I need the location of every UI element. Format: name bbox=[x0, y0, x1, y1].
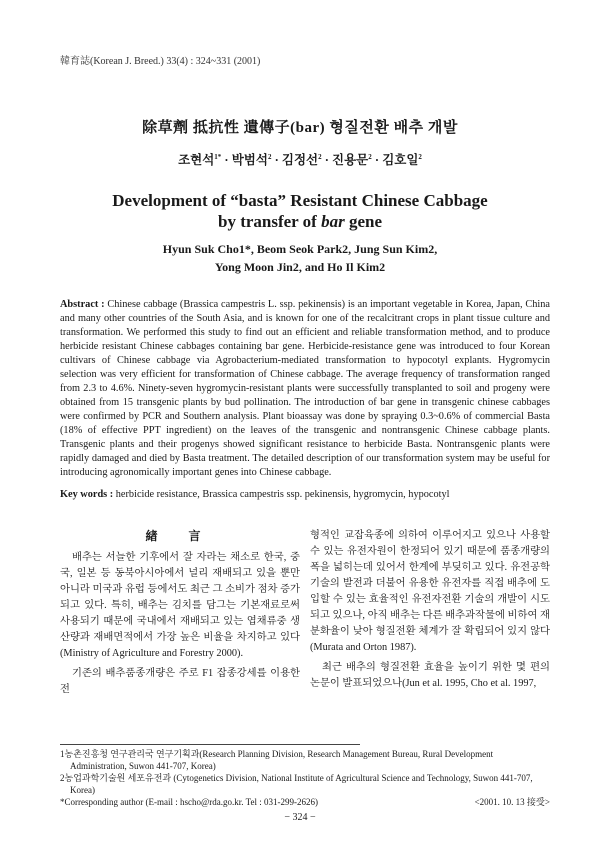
right-column bbox=[310, 528, 550, 692]
footnotes bbox=[60, 748, 550, 808]
paragraph: 최근 배추의 형질전환 효율을 높이기 위한 몇 편의 논문이 발표되었으나(Jun et al. 1995, Cho et al. 1997, bbox=[310, 662, 550, 689]
kr-author: 김호일 bbox=[382, 153, 419, 167]
english-title-line1: Development of “basta” Resistant Chinese Cabbage bbox=[112, 191, 488, 210]
abstract-text: Chinese cabbage (Brassica campestris L. ssp. pekinensis) is an important vegetable in Korea, Japan, China and many other countries of the South Asia, and is known for one of the recalcitrant crops in plant tissue culture and transformation. We performed this study to find out an efficient and reliable transformation method, and to produce herbicide resistant Chinese cabbages containing bar gene. Herbicide-resistance gene was introduced to four Korean cultivars of Chinese cabbage via Agrobacterium-mediated transformation to hypocotyl explants. Hygromycin selection was very efficient for transformation of Chinese cabbage. The average frequency of transformation ranged from 2.3 to 4.6%. Ninety-seven hygromycin-resistant plants were successfully transplanted to soil and progeny were obtained from 15 transgenic plants by bud pollination. The introduction of bar gene in transgenic chinese cabbages were confirmed by PCR and Southern analysis. Plant bioassay was done by spraying 0.3~0.6% of commercial Basta (18% of effective PPT ingredient) on the leaves of the transgenic and nontransgenic Chinese cabbage plants. Transgenic plants and their progenys showed significant resistance to herbicide Basta. Nontransgenic plants were rapidly damaged and died by Basta treatment. The detailed description of our transformation system may be useful for introducing agronomically important genes into Chinese cabbage. bbox=[60, 299, 550, 478]
footnote: 2농업과학기술원 세포유전과 (Cytogenetics Division, National Institute of Agricultural Science and Technology, Suwon 441-707, Korea) bbox=[60, 773, 533, 795]
korean-authors: 조현석$^{1*}$ · 박범석$^2$ · 김정선$^2$ · 진용문$^2$ · 김호일$^2$ bbox=[178, 152, 422, 167]
english-authors-line2: Yong Moon Jin2, and Ho Il Kim2 bbox=[214, 260, 386, 274]
english-authors bbox=[0, 240, 600, 276]
keywords-label: Key words : bbox=[60, 489, 114, 500]
left-column bbox=[60, 528, 300, 698]
paragraph: 형적인 교잡육종에 의하여 이루어지고 있으나 사용할 수 있는 유전자원이 한정되어 있기 때문에 품종개량의 폭을 넓히는데 있어서 한계에 부딪히고 있다. 유전공학 기술의 발전과 더불어 유용한 유전자를 직접 배추에 도입할 수 있는 효율적인 유전자전환 기술의 개발이 시도되고 있으나, 아직 배추는 다른 배추과작물에 비하여 재분화율이 낮아 형질전환 체계가 잘 확립되어 있지 않다(Murata and Orton 1987). bbox=[310, 530, 550, 653]
english-title-line2: by transfer of bar gene bbox=[217, 212, 382, 231]
english-title bbox=[0, 190, 600, 232]
korean-title: 除草劑 抵抗性 遺傳子(bar) 형질전환 배추 개발 bbox=[142, 120, 458, 136]
abstract bbox=[60, 298, 550, 480]
kr-author: 조현석 bbox=[178, 153, 215, 167]
kr-author: 박범석 bbox=[231, 153, 268, 167]
received-date: <2001. 10. 13 接受> bbox=[474, 797, 550, 807]
abstract-label: Abstract : bbox=[60, 299, 105, 310]
footnote: 1농촌진흥청 연구관리국 연구기획과(Research Planning Division, Research Management Bureau, Rural Development Administration, Suwon 441-707, Korea) bbox=[60, 749, 494, 771]
page-number: − 324 − bbox=[284, 812, 316, 823]
keywords-text: herbicide resistance, Brassica campestris ssp. pekinensis, hygromycin, hypocotyl bbox=[115, 489, 450, 500]
keywords bbox=[60, 488, 550, 502]
paragraph: 기존의 배추품종개량은 주로 F1 잡종강세를 이용한 전 bbox=[60, 668, 300, 695]
corresponding-author: *Corresponding author (E-mail : hscho@rda.go.kr. Tel : 031-299-2626) bbox=[60, 797, 318, 807]
english-authors-line1: Hyun Suk Cho1*, Beom Seok Park2, Jung Sun Kim2, bbox=[162, 242, 438, 256]
kr-author: 김정선 bbox=[281, 153, 319, 167]
kr-author: 진용문 bbox=[332, 153, 369, 167]
section-heading: 緖 言 bbox=[145, 529, 215, 543]
footnote-divider bbox=[60, 744, 360, 745]
paragraph: 배추는 서늘한 기후에서 잘 자라는 채소로 한국, 중국, 일본 등 동북아시아에서 널리 재배되고 있을 뿐만 아니라 미국과 유럽 등에서도 최근 그 소비가 점차 증가되고 있다. 특히, 배추는 김치를 담그는 기본재료로써 사용되기 때문에 국내에서 재배되고 있는 엽채류중 생산량과 재배면적에서 가장 높은 비율을 차지하고 있다(Ministry of Agriculture and Forestry 2000). bbox=[60, 552, 300, 659]
journal-reference: 韓育誌(Korean J. Breed.) 33(4) : 324~331 (2001) bbox=[60, 56, 261, 67]
footnote-row bbox=[60, 796, 550, 808]
